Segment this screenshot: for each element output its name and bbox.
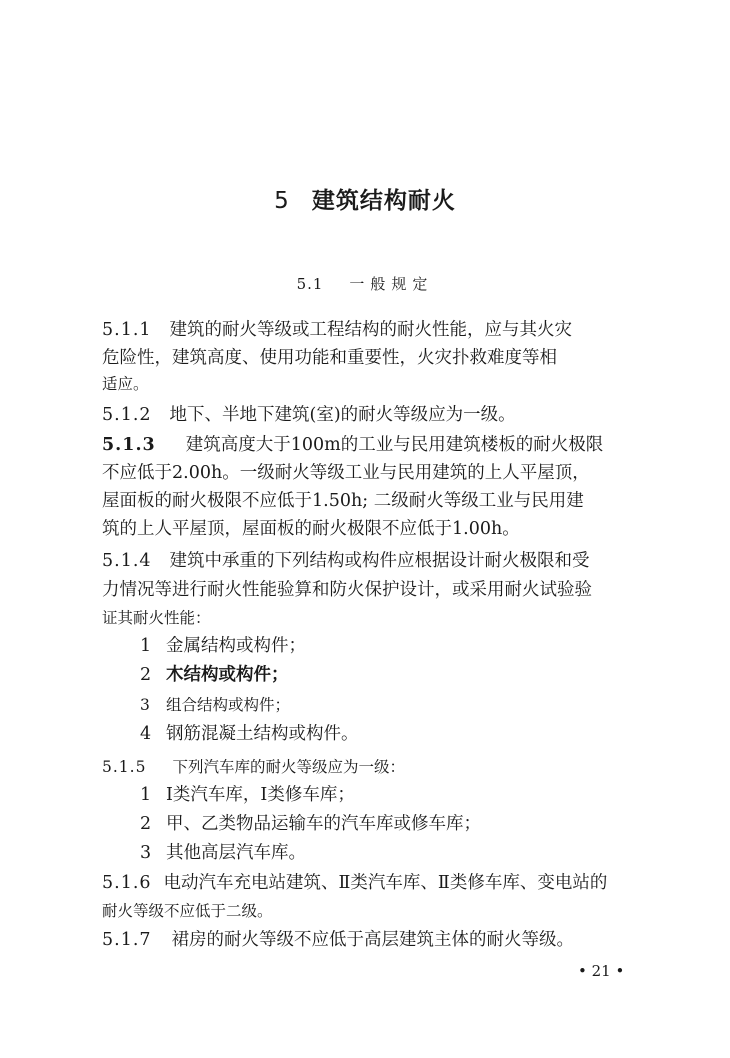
item-text: 木结构或构件；	[166, 665, 289, 685]
section-number: 5.1	[296, 275, 324, 293]
clause-5-1-3-line-2: 不应低于2.00h。一级耐火等级工业与民用建筑的上人平屋顶，	[102, 463, 590, 483]
clause-text: 下列汽车库的耐火等级应为一级：	[172, 758, 405, 776]
item-number: 1	[140, 636, 152, 656]
item-number: 2	[140, 665, 152, 685]
clause-5-1-1-line-1	[102, 318, 572, 342]
chapter-title	[0, 182, 730, 215]
item-number: 2	[140, 814, 152, 834]
chapter-name: 建筑结构耐火	[311, 188, 456, 214]
clause-5-1-3-line-3: 屋面板的耐火极限不应低于1.50h; 二级耐火等级工业与民用建	[102, 491, 584, 511]
clause-number: 5.1.7	[102, 930, 152, 950]
clause-text: 地下、半地下建筑(室)的耐火等级应为一级。	[169, 405, 516, 425]
clause-5-1-4-line-1	[102, 549, 590, 573]
clause-5-1-1-line-3: 适应。	[102, 375, 149, 393]
section-title	[0, 273, 730, 294]
list-item	[140, 783, 355, 807]
clause-text: 建筑高度大于100m的工业与民用建筑楼板的耐火极限	[185, 435, 604, 455]
item-text: Ⅰ类汽车库，Ⅰ类修车库；	[166, 785, 355, 805]
clause-number: 5.1.3	[102, 435, 156, 455]
clause-5-1-4-line-3: 证其耐火性能：	[102, 609, 211, 627]
item-text: 甲、乙类物品运输车的汽车库或修车库；	[166, 814, 481, 834]
clause-number: 5.1.1	[102, 320, 152, 340]
clause-5-1-2-line-1	[102, 403, 516, 427]
page-number: • 21 •	[578, 962, 625, 980]
item-number: 1	[140, 785, 152, 805]
clause-5-1-4-line-2: 力情况等进行耐火性能验算和防火保护设计，或采用耐火试验验	[102, 580, 592, 600]
clause-5-1-3-line-4: 筑的上人平屋顶，屋面板的耐火极限不应低于1.00h。	[102, 519, 520, 539]
clause-number: 5.1.4	[102, 551, 152, 571]
item-number: 3	[140, 696, 150, 714]
list-item	[140, 663, 289, 687]
item-text: 组合结构或构件；	[166, 696, 291, 714]
list-item	[140, 634, 306, 658]
item-text: 其他高层汽车库。	[166, 843, 306, 863]
list-item	[140, 812, 481, 836]
clause-5-1-7-line-1	[102, 928, 574, 952]
clause-text: 电动汽车充电站建筑、Ⅱ类汽车库、Ⅱ类修车库、变电站的	[163, 873, 608, 893]
section-name: 一般规定	[349, 275, 434, 293]
clause-5-1-1-line-2: 危险性，建筑高度、使用功能和重要性，火灾扑救难度等相	[102, 348, 557, 368]
clause-text: 裙房的耐火等级不应低于高层建筑主体的耐火等级。	[171, 930, 575, 950]
clause-number: 5.1.6	[102, 873, 152, 893]
clause-5-1-5-line-1	[102, 755, 405, 779]
item-text: 金属结构或构件；	[166, 636, 306, 656]
clause-5-1-6-line-2: 耐火等级不应低于二级。	[102, 902, 273, 920]
clause-5-1-6-line-1	[102, 871, 607, 895]
item-number: 3	[140, 843, 152, 863]
clause-text: 建筑中承重的下列结构或构件应根据设计耐火极限和受	[169, 551, 590, 571]
chapter-number: 5	[274, 188, 290, 214]
item-text: 钢筋混凝土结构或构件。	[166, 724, 359, 744]
list-item	[140, 841, 306, 865]
clause-number: 5.1.5	[102, 758, 147, 776]
clause-text: 建筑的耐火等级或工程结构的耐火性能，应与其火灾	[169, 320, 573, 340]
clause-5-1-3-line-1	[102, 433, 603, 457]
item-number: 4	[140, 724, 152, 744]
list-item	[140, 722, 359, 746]
clause-number: 5.1.2	[102, 405, 152, 425]
list-item	[140, 693, 290, 717]
